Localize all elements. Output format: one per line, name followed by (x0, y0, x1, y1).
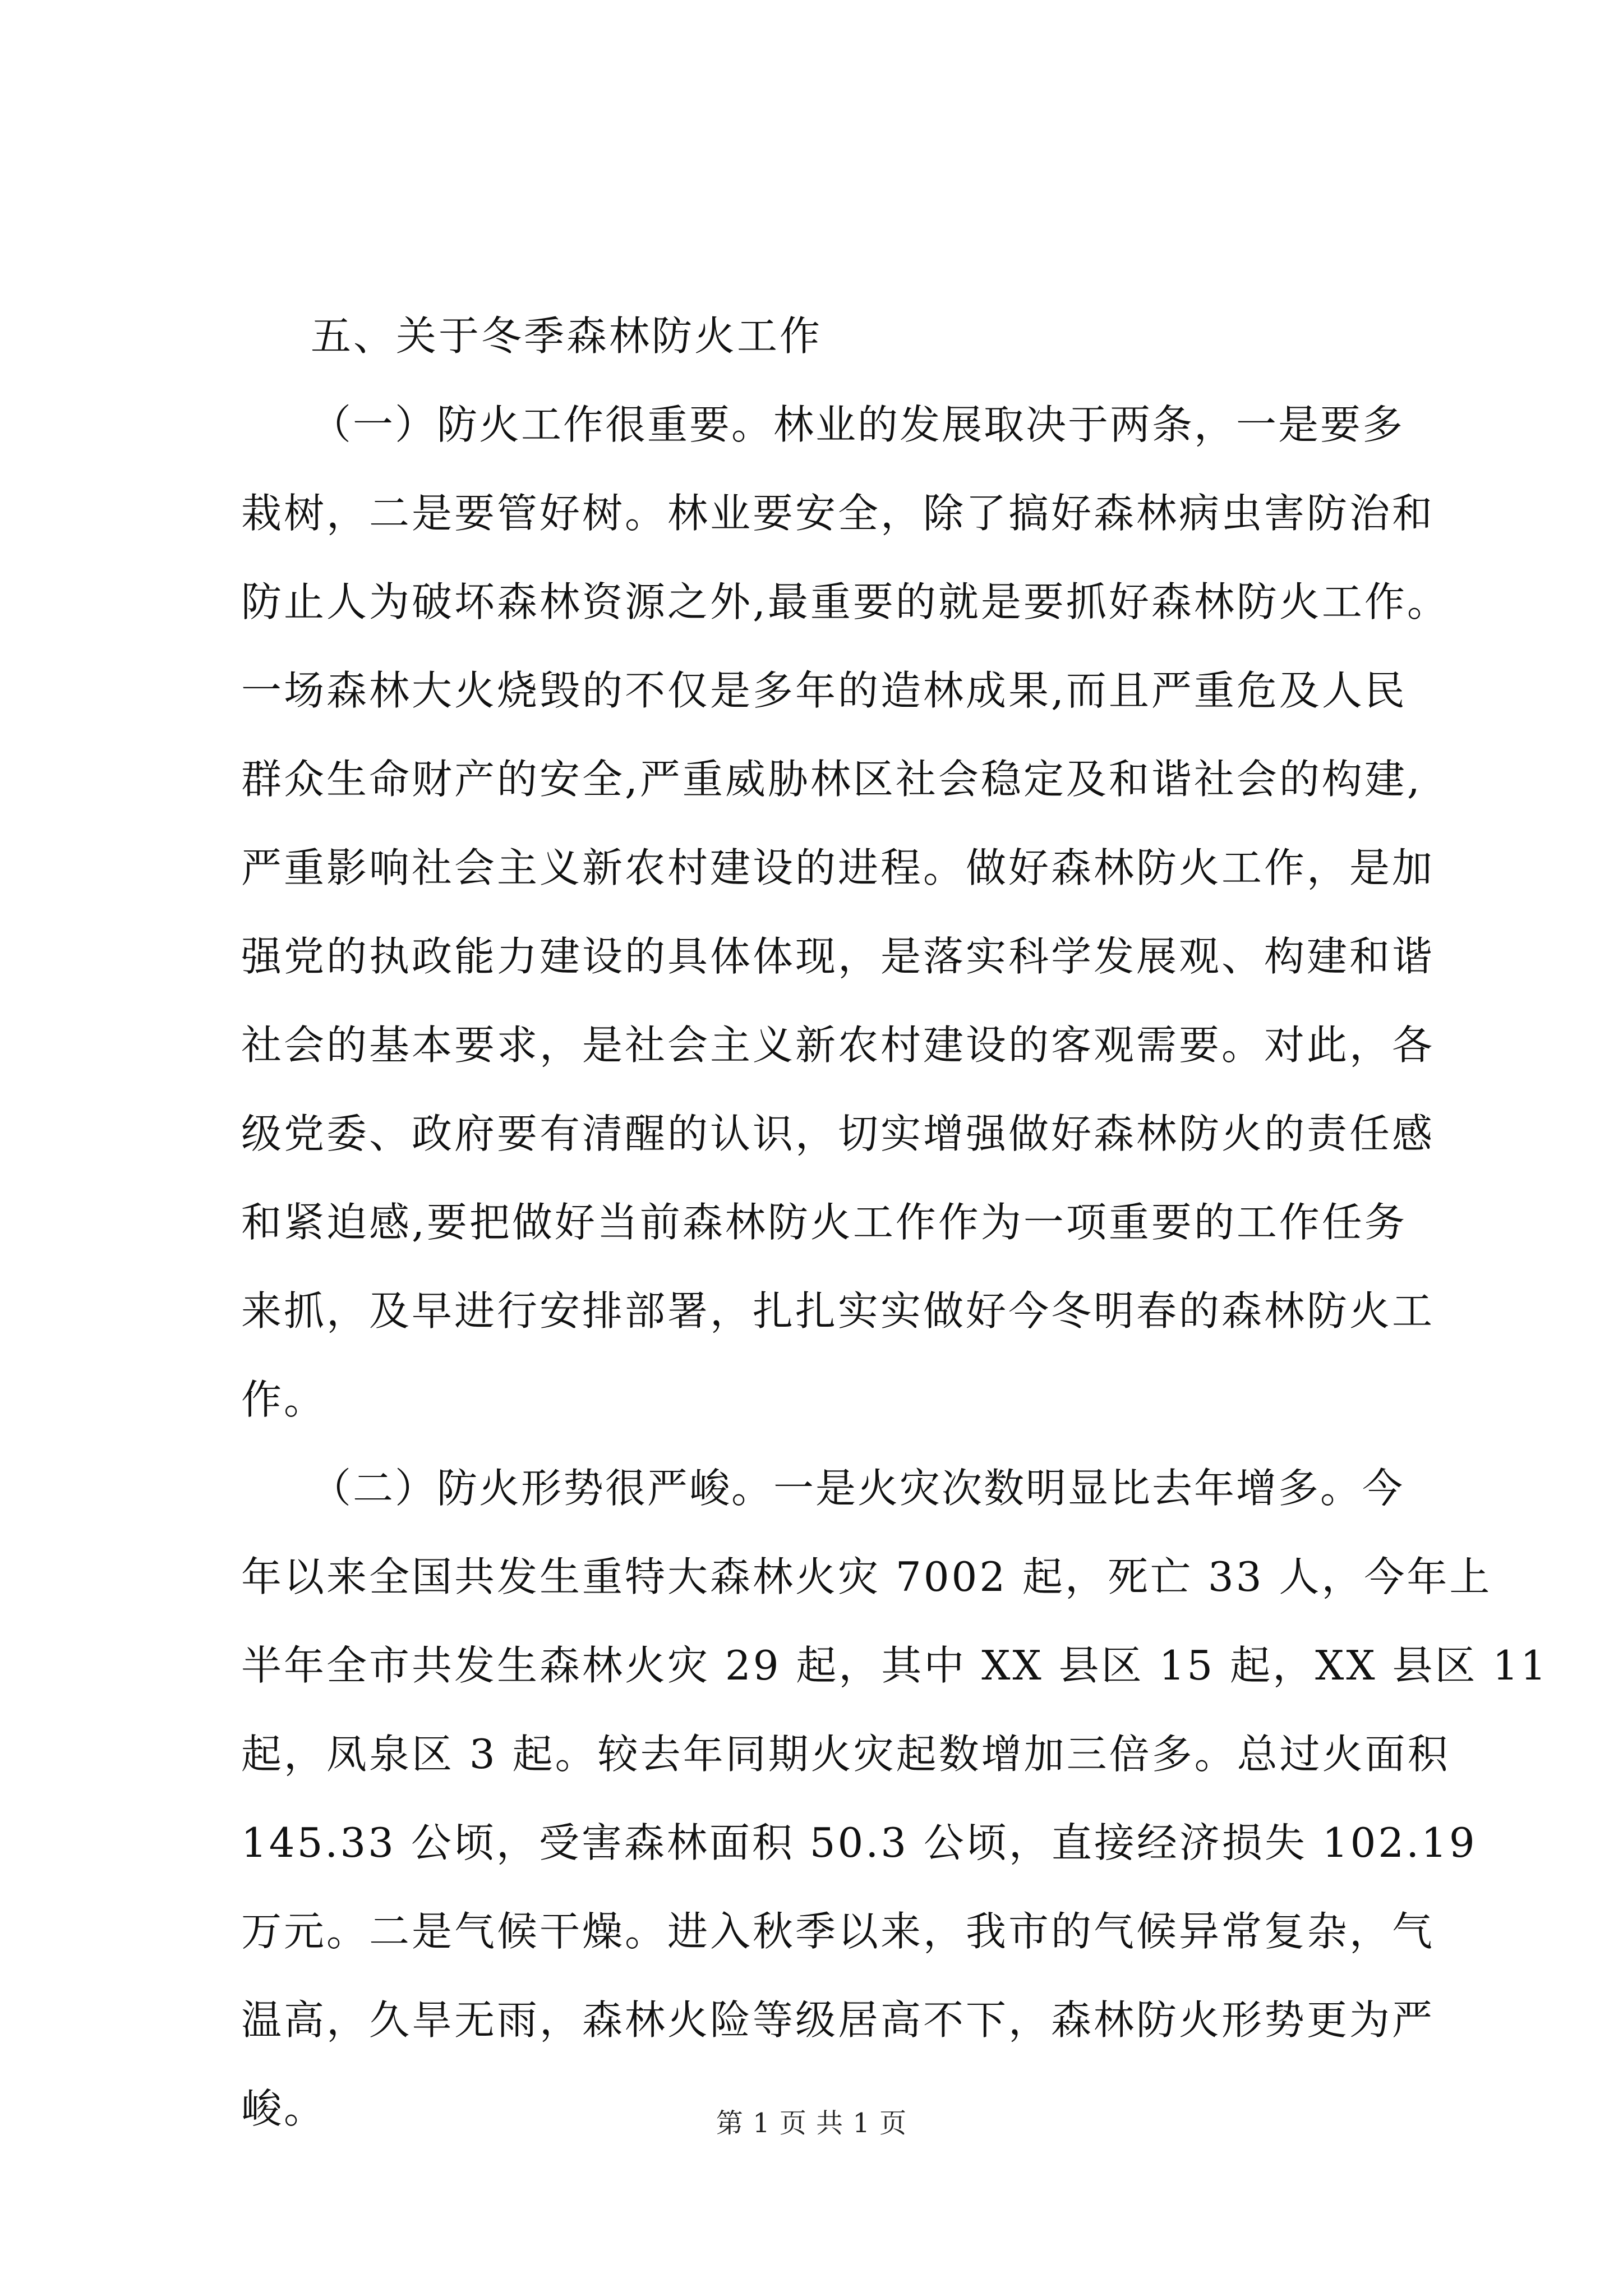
paragraph-line: 和紧迫感,要把做好当前森林防火工作作为一项重要的工作任务 (241, 1199, 1407, 1246)
section-heading: 五、关于冬季森林防火工作 (311, 312, 823, 360)
paragraph-line: 半年全市共发生森林火灾 29 起，其中 XX 县区 15 起，XX 县区 11 (241, 1642, 1548, 1689)
paragraph-line: 起，凤泉区 3 起。较去年同期火灾起数增加三倍多。总过火面积 (241, 1731, 1450, 1778)
paragraph-line: （二）防火形势很严峻。一是火灾次数明显比去年增多。今 (311, 1465, 1405, 1512)
section-1-paragraph (241, 380, 1450, 1444)
paragraph-line: 145.33 公顷，受害森林面积 50.3 公顷，直接经济损失 102.19 (241, 1819, 1477, 1866)
paragraph-line: 强党的执政能力建设的具体体现，是落实科学发展观、构建和谐 (241, 933, 1435, 980)
paragraph-line: 温高，久旱无雨，森林火险等级居高不下，森林防火形势更为严 (241, 1996, 1435, 2044)
paragraph-line: 峻。 (241, 2085, 327, 2132)
paragraph-line: 年以来全国共发生重特大森林火灾 7002 起，死亡 33 人，今年上 (241, 1553, 1492, 1600)
paragraph-line: （一）防火工作很重要。林业的发展取决于两条，一是要多 (311, 401, 1405, 448)
paragraph-line: 作。 (241, 1376, 327, 1423)
paragraph-line: 级党委、政府要有清醒的认识，切实增强做好森林防火的责任感 (241, 1110, 1435, 1157)
paragraph-line: 防止人为破坏森林资源之外,最重要的就是要抓好森林防火工作。 (241, 578, 1450, 625)
paragraph-line: 来抓，及早进行安排部署，扎扎实实做好今冬明春的森林防火工 (241, 1287, 1435, 1335)
paragraph-line: 栽树，二是要管好树。林业要安全，除了搞好森林病虫害防治和 (241, 490, 1435, 537)
paragraph-line: 社会的基本要求，是社会主义新农村建设的客观需要。对此，各 (241, 1022, 1435, 1069)
paragraph-line: 群众生命财产的安全,严重威胁林区社会稳定及和谐社会的构建, (241, 756, 1422, 803)
paragraph-line: 万元。二是气候干燥。进入秋季以来，我市的气候异常复杂，气 (241, 1908, 1435, 1955)
document-body (241, 292, 1548, 2153)
paragraph-line: 一场森林大火烧毁的不仅是多年的造林成果,而且严重危及人民 (241, 667, 1407, 714)
paragraph-line: 严重影响社会主义新农村建设的进程。做好森林防火工作，是加 (241, 844, 1435, 891)
page-number-footer: 第 1 页 共 1 页 (716, 2108, 907, 2139)
section-2-paragraph (241, 1444, 1548, 2153)
